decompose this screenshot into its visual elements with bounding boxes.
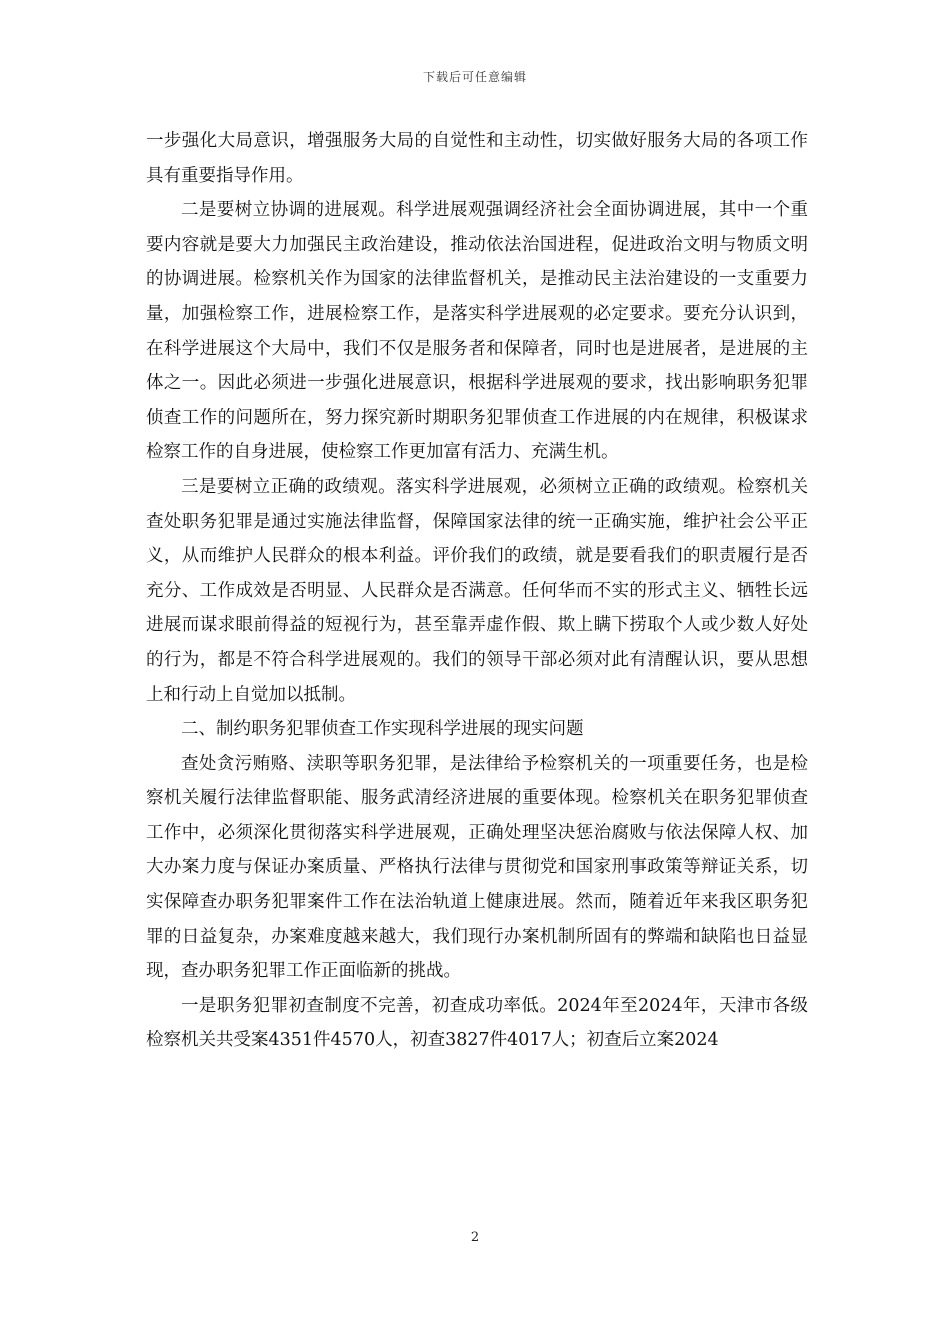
document-body	[146, 124, 808, 1058]
paragraph-coordinated-development: 二是要树立协调的进展观。科学进展观强调经济社会全面协调进展，其中一个重要内容就是要大力加强民主政治建设，推动依法治国进程，促进政治文明与物质文明的协调进展。检察机关作为国家的法律监督机关，是推动民主法治建设的一支重要力量，加强检察工作，进展检察工作，是落实科学进展观的必定要求。要充分认识到，在科学进展这个大局中，我们不仅是服务者和保障者，同时也是进展者，是进展的主体之一。因此必须进一步强化进展意识，根据科学进展观的要求，找出影响职务犯罪侦查工作的问题所在，努力探究新时期职务犯罪侦查工作进展的内在规律，积极谋求检察工作的自身进展，使检察工作更加富有活力、充满生机。	[146, 200, 808, 463]
paragraph-preliminary-investigation: 一是职务犯罪初查制度不完善，初查成功率低。2024年至2024年，天津市各级检察机关共受案4351件4570人，初查3827件4017人；初查后立案2024	[146, 995, 808, 1051]
page-number: 2	[470, 1230, 480, 1245]
paragraph-performance-view: 三是要树立正确的政绩观。落实科学进展观，必须树立正确的政绩观。检察机关查处职务犯罪是通过实施法律监督，保障国家法律的统一正确实施，维护社会公平正义，从而维护人民群众的根本利益。评价我们的政绩，就是要看我们的职责履行是否充分、工作成效是否明显、人民群众是否满意。任何华而不实的形式主义、牺牲长远进展而谋求眼前得益的短视行为，甚至靠弄虚作假、欺上瞒下捞取个人或少数人好处的行为，都是不符合科学进展观的。我们的领导干部必须对此有清醒认识，要从思想上和行动上自觉加以抵制。	[146, 476, 808, 705]
section-heading: 二、制约职务犯罪侦查工作实现科学进展的现实问题	[181, 719, 584, 740]
paragraph-investigation: 查处贪污贿赂、渎职等职务犯罪，是法律给予检察机关的一项重要任务，也是检察机关履行法律监督职能、服务武清经济进展的重要体现。检察机关在职务犯罪侦查工作中，必须深化贯彻落实科学进展观，正确处理坚决惩治腐败与依法保障人权、加大办案力度与保证办案质量、严格执行法律与贯彻党和国家刑事政策等辩证关系，切实保障查办职务犯罪案件工作在法治轨道上健康进展。然而，随着近年来我区职务犯罪的日益复杂，办案难度越来越大，我们现行办案机制所固有的弊端和缺陷也日益显现，查办职务犯罪工作正面临新的挑战。	[146, 753, 808, 982]
paragraph-continued: 一步强化大局意识，增强服务大局的自觉性和主动性，切实做好服务大局的各项工作具有重要指导作用。	[146, 131, 808, 186]
page-header-note: 下载后可任意编辑	[422, 70, 527, 84]
